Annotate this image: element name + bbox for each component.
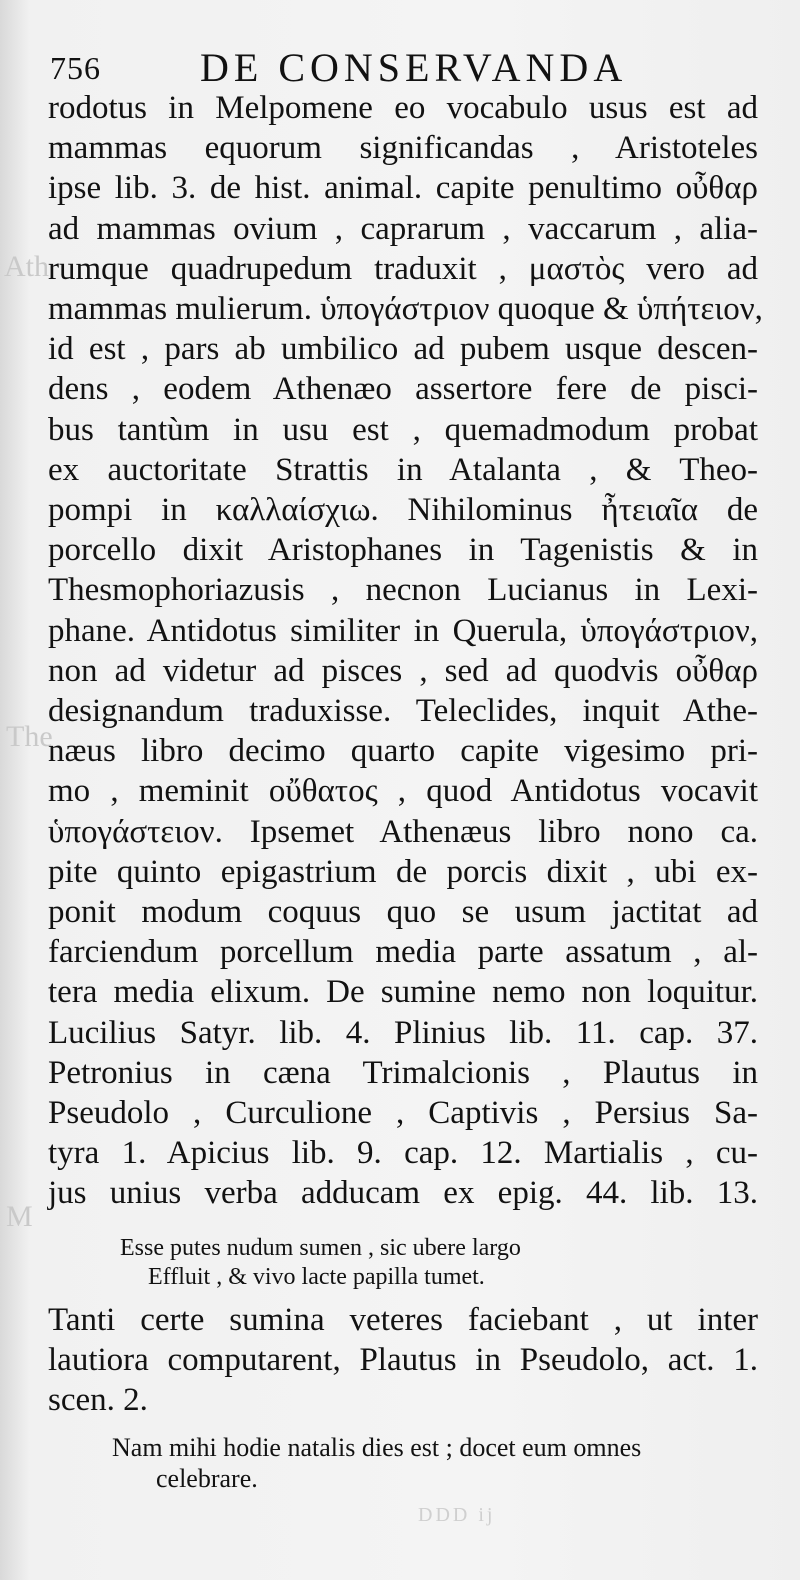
text-line: porcello dixit Aristophanes in Tagenistis & in xyxy=(48,532,758,569)
text-line: ipse lib. 3. de hist. animal. capite penultimo οὖθαρ xyxy=(48,170,758,207)
signature-mark: DDD ij xyxy=(418,1504,496,1526)
text-line: farciendum porcellum media parte assatum , al- xyxy=(48,934,758,971)
text-line: Lucilius Satyr. lib. 4. Plinius lib. 11. cap. 37. xyxy=(48,1014,758,1051)
text-line: mammas mulierum. ὑπογάστριον quoque & ὑπήτειον, xyxy=(48,291,763,328)
quote-line: celebrare. xyxy=(156,1464,258,1493)
verse-line: Esse putes nudum sumen , sic ubere largo xyxy=(120,1235,521,1261)
text-line: id est , pars ab umbilico ad pubem usque descen- xyxy=(48,331,758,368)
page-header xyxy=(0,42,800,90)
text-line: ὑπογάστειον. Ipsemet Athenæus libro nono ca. xyxy=(48,813,758,850)
text-line: ad mammas ovium , caprarum , vaccarum , alia- xyxy=(48,210,758,247)
quote-line: Nam mihi hodie natalis dies est ; docet eum omnes xyxy=(112,1433,642,1462)
text-line: scen. 2. xyxy=(48,1382,148,1418)
margin-bleed-mark: Ath xyxy=(4,250,49,283)
verse-line: Effluit , & vivo lacte papilla tumet. xyxy=(148,1264,485,1290)
plautus-quotation xyxy=(112,1432,762,1494)
text-line: rumque quadrupedum traduxit , μαστὸς vero ad xyxy=(48,250,758,287)
text-line: pite quinto epigastrium de porcis dixit , ubi ex- xyxy=(48,853,758,890)
text-line: mo , meminit οὔθατος , quod Antidotus vocavit xyxy=(48,773,758,810)
text-line: ex auctoritate Strattis in Atalanta , & Theo- xyxy=(48,451,758,488)
text-line: non ad videtur ad pisces , sed ad quodvis οὖθαρ xyxy=(48,652,758,689)
text-line: Thesmophoriazusis , necnon Lucianus in Lexi- xyxy=(48,572,758,609)
text-line: rodotus in Melpomene eo vocabulo usus est ad xyxy=(48,90,758,126)
text-line: lautiora computarent, Plautus in Pseudolo, act. 1. xyxy=(48,1342,758,1378)
text-line: designandum traduxisse. Teleclides, inquit Athe- xyxy=(48,693,758,730)
text-line: bus tantùm in usu est , quemadmodum probat xyxy=(48,411,758,448)
text-line: ponit modum coquus quo se usum jactitat ad xyxy=(48,894,758,931)
text-line: tyra 1. Apicius lib. 9. cap. 12. Martialis , cu- xyxy=(48,1135,758,1172)
continuation-text xyxy=(48,1300,758,1420)
text-line: Petronius in cæna Trimalcionis , Plautus in xyxy=(48,1054,758,1091)
verse-quotation xyxy=(120,1234,680,1292)
text-line: phane. Antidotus similiter in Querula, ὑπογάστριον, xyxy=(48,612,758,649)
text-line: Tanti certe sumina veteres faciebant , ut inter xyxy=(48,1302,758,1338)
text-line: dens , eodem Athenæo assertore fere de pisci- xyxy=(48,371,758,408)
main-text xyxy=(48,88,763,1214)
running-title: DE CONSERVANDA xyxy=(200,45,628,90)
text-line: jus unius verba adducam ex epig. 44. lib. 13. xyxy=(48,1175,758,1212)
text-line: pompi in καλλαίσχιω. Nihilominus ἦτειαῖα de xyxy=(48,492,758,529)
text-line: Pseudolo , Curculione , Captivis , Persius Sa- xyxy=(48,1095,758,1132)
text-line: næus libro decimo quarto capite vigesimo pri- xyxy=(48,733,758,770)
page-number: 756 xyxy=(50,50,101,86)
margin-bleed-mark: The xyxy=(6,720,53,753)
text-line: mammas equorum significandas , Aristoteles xyxy=(48,130,758,167)
margin-bleed-mark: M xyxy=(6,1200,33,1233)
text-line: tera media elixum. De sumine nemo non loquitur. xyxy=(48,974,758,1011)
